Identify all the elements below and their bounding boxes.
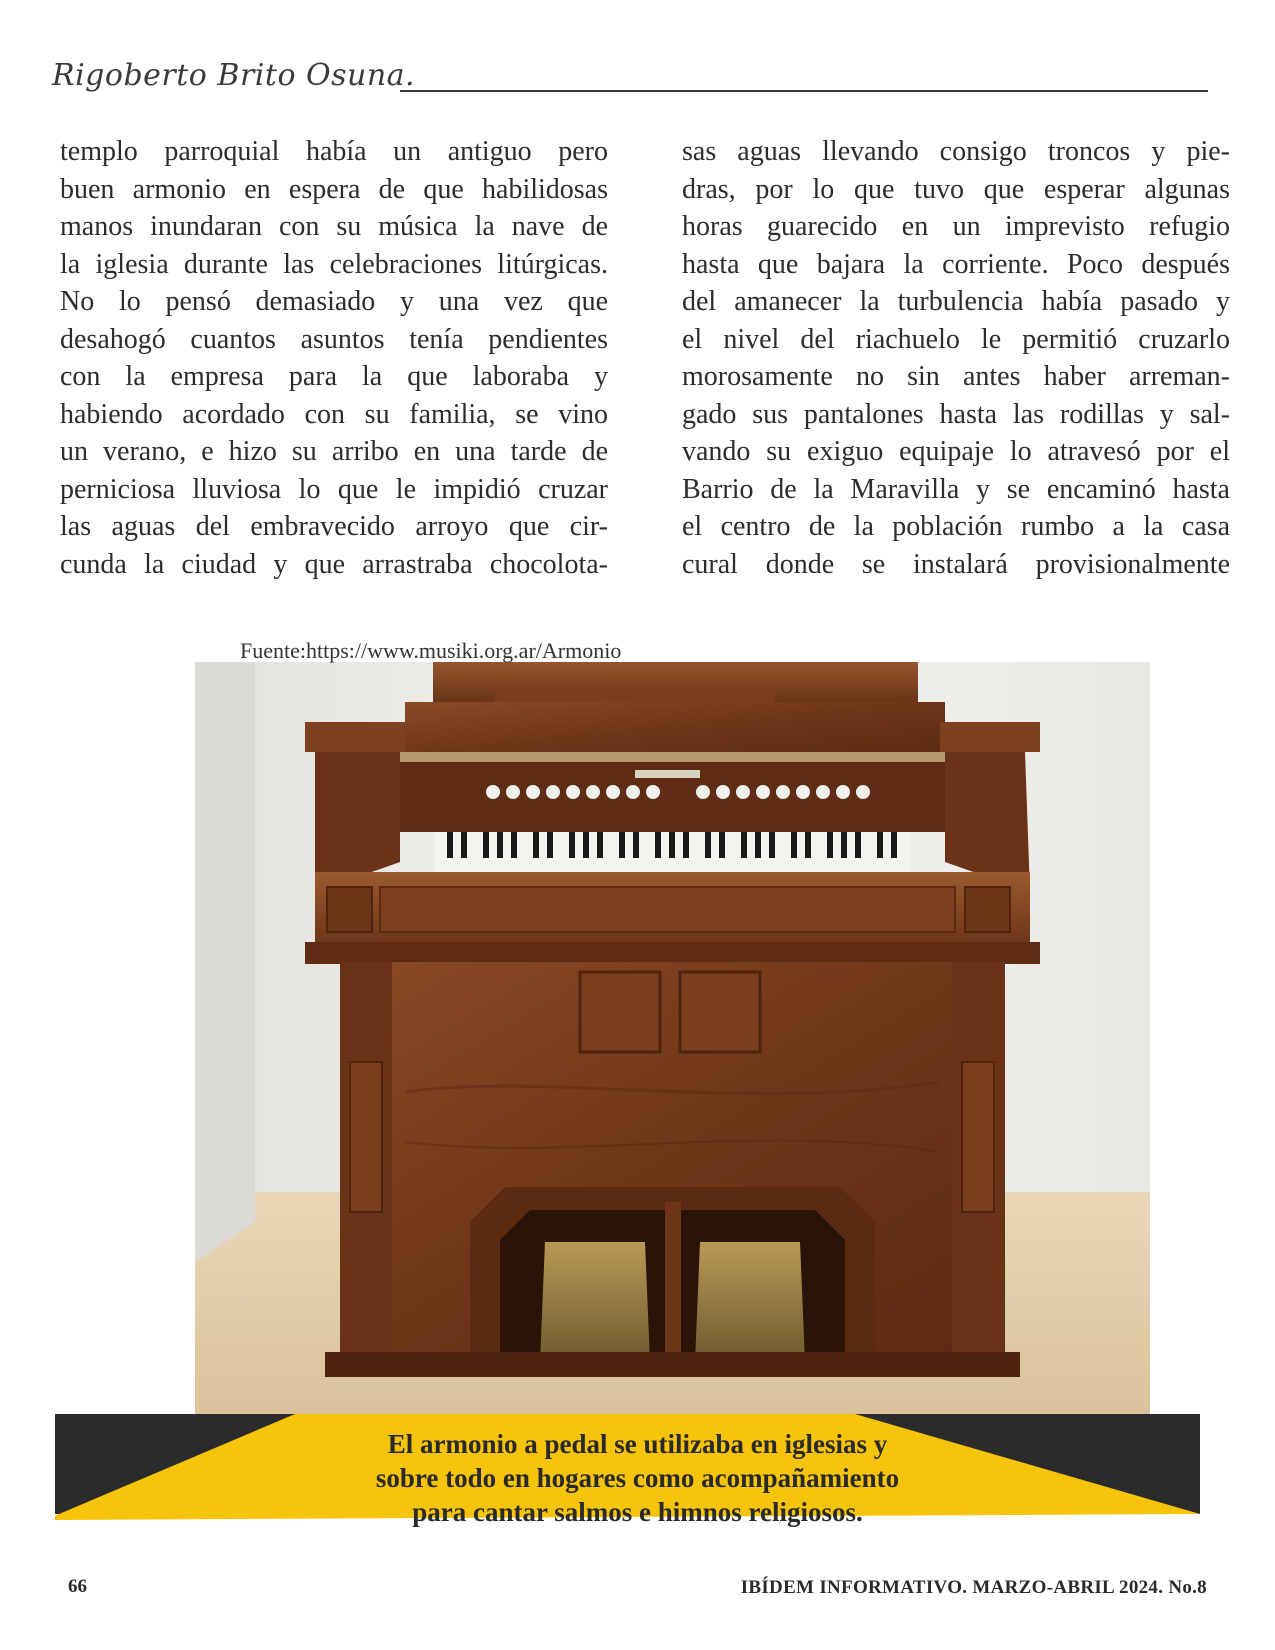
text-line: hasta que bajara la corriente. Poco después bbox=[682, 248, 1230, 280]
text-line: un verano, e hizo su arribo en una tarde de bbox=[60, 436, 608, 467]
text-line: desahogó cuantos asuntos tenía pendientes bbox=[60, 323, 608, 355]
body-column-left bbox=[60, 133, 608, 583]
publication-title: IBÍDEM INFORMATIVO. MARZO-ABRIL 2024. No.8 bbox=[740, 1577, 1207, 1598]
header-rule bbox=[400, 90, 1208, 92]
text-line: la iglesia durante las celebraciones litúrgicas. bbox=[60, 248, 608, 280]
harmonium-photo bbox=[195, 662, 1150, 1422]
caption-line: para cantar salmos e himnos religiosos. bbox=[412, 1497, 863, 1527]
image-source-credit: Fuente:https://www.musiki.org.ar/Armonio bbox=[240, 638, 622, 663]
caption-line: sobre todo en hogares como acompañamiento bbox=[375, 1463, 900, 1493]
black-keys bbox=[447, 832, 897, 858]
text-line: el nivel del riachuelo le permitió cruzarlo bbox=[682, 323, 1230, 355]
text-line: del amanecer la turbulencia había pasado y bbox=[682, 286, 1230, 317]
text-line: morosamente no sin antes haber arreman- bbox=[682, 361, 1230, 392]
text-line: las aguas del embravecido arroyo que cir- bbox=[60, 511, 608, 542]
text-line: vando su exiguo equipaje lo atravesó por el bbox=[682, 436, 1230, 467]
text-line: cural donde se instalará provisionalmente bbox=[682, 548, 1230, 580]
text-line: horas guarecido en un imprevisto refugio bbox=[682, 211, 1230, 242]
text-line: Barrio de la Maravilla y se encaminó hasta bbox=[682, 473, 1230, 505]
text-line: habiendo acordado con su familia, se vino bbox=[60, 398, 608, 430]
text-line: cunda la ciudad y que arrastraba chocolota- bbox=[60, 548, 608, 580]
text-line: No lo pensó demasiado y una vez que bbox=[60, 286, 608, 317]
harmonium-illustration bbox=[195, 662, 1150, 1422]
text-line: buen armonio en espera de que habilidosas bbox=[60, 173, 608, 205]
caption-line: El armonio a pedal se utilizaba en iglesias y bbox=[387, 1429, 888, 1459]
text-line: sas aguas llevando consigo troncos y pie- bbox=[682, 136, 1230, 167]
text-line: dras, por lo que tuvo que esperar algunas bbox=[682, 173, 1230, 205]
body-column-right bbox=[682, 133, 1230, 583]
text-line: gado sus pantalones hasta las rodillas y sal- bbox=[682, 398, 1230, 430]
text-line: el centro de la población rumbo a la casa bbox=[682, 511, 1230, 542]
text-line: templo parroquial había un antiguo pero bbox=[60, 136, 608, 167]
text-line: manos inundaran con su música la nave de bbox=[60, 211, 608, 242]
page-number: 66 bbox=[68, 1576, 87, 1597]
figure-caption bbox=[0, 1427, 1275, 1529]
text-line: perniciosa lluviosa lo que le impidió cruzar bbox=[60, 473, 608, 505]
text-line: con la empresa para la que laboraba y bbox=[60, 361, 608, 392]
author-name: Rigoberto Brito Osuna. bbox=[52, 58, 416, 93]
